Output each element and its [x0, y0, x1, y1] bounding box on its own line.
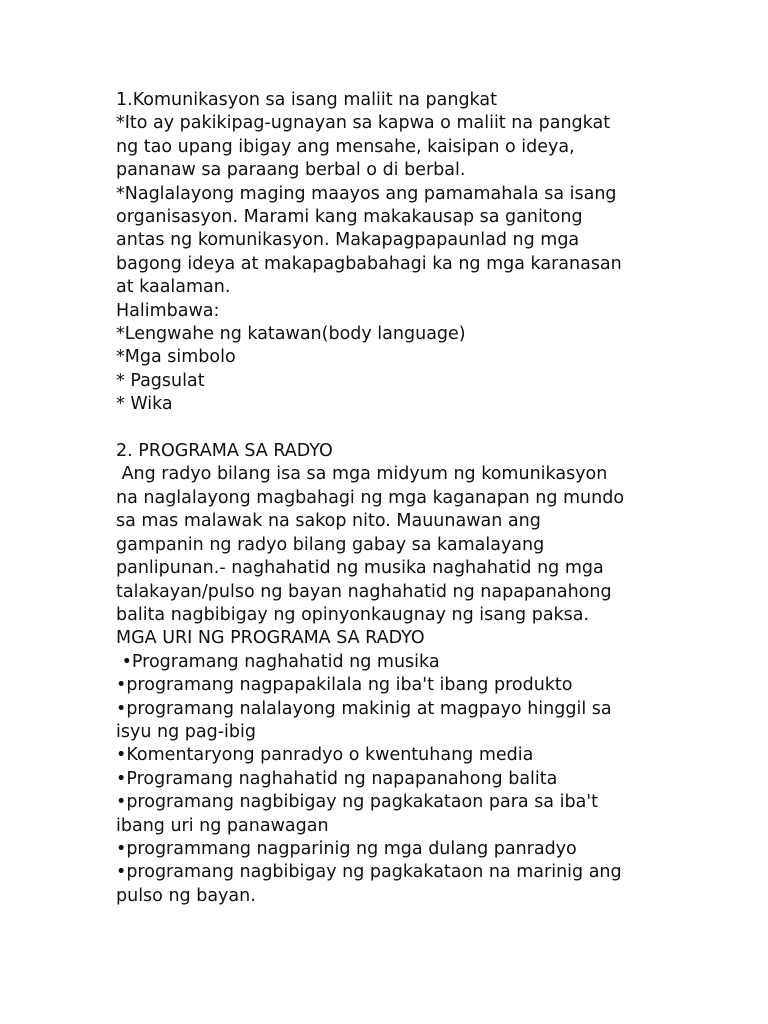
section-2-line: panlipunan.- naghahatid ng musika naghahatid ng mga [116, 558, 604, 579]
program-type-item: •programmang nagparinig ng mga dulang panradyo [116, 838, 577, 859]
example-item: * Pagsulat [116, 370, 205, 391]
section-1-line: organisasyon. Marami kang makakausap sa ganitong [116, 207, 583, 228]
section-2-line: sa mas malawak na sakop nito. Mauunawan ang [116, 511, 541, 532]
section-2-line: talakayan/pulso ng bayan naghahatid ng napapanahong [116, 581, 612, 602]
program-type-item: •programang nagpapakilala ng iba't ibang produkto [116, 675, 573, 696]
program-type-item: isyu ng pag-ibig [116, 721, 256, 742]
example-item: * Wika [116, 394, 173, 415]
section-2-line: gampanin ng radyo bilang gabay sa kamalayang [116, 534, 545, 555]
example-label: Halimbawa: [116, 300, 220, 321]
section-2-line: na naglalayong magbahagi ng mga kaganapan ng mundo [116, 487, 625, 508]
section-1-line: at kaalaman. [116, 277, 231, 298]
section-1-line: antas ng komunikasyon. Makapagpapaunlad ng mga [116, 230, 580, 251]
section-1-heading: 1.Komunikasyon sa isang maliit na pangkat [116, 90, 497, 110]
program-type-item: ibang uri ng panawagan [116, 815, 329, 836]
program-type-item: •Programang naghahatid ng musika [116, 651, 440, 672]
section-2-line: balita nagbibigay ng opinyonkaugnay ng isang paksa. [116, 604, 590, 625]
section-1-line: pananaw sa paraang berbal o di berbal. [116, 160, 466, 181]
section-2-heading: 2. PROGRAMA SA RADYO [116, 441, 333, 462]
section-1-line: ng tao upang ibigay ang mensahe, kaisipan o ideya, [116, 136, 575, 157]
program-type-item: pulso ng bayan. [116, 885, 256, 906]
example-item: *Lengwahe ng katawan(body language) [116, 324, 466, 345]
program-type-item: •Programang naghahatid ng napapanahong balita [116, 768, 558, 789]
program-type-item: •programang nalalayong makinig at magpayo hinggil sa [116, 698, 612, 719]
section-2-line: Ang radyo bilang isa sa mga midyum ng komunikasyon [116, 464, 608, 485]
blank-line [116, 417, 656, 440]
program-type-item: •programang nagbibigay ng pagkakataon na marinig ang [116, 862, 622, 883]
program-type-item: •Komentaryong panradyo o kwentuhang media [116, 745, 534, 766]
types-heading: MGA URI NG PROGRAMA SA RADYO [116, 628, 425, 649]
section-1-line: *Ito ay pakikipag-ugnayan sa kapwa o maliit na pangkat [116, 113, 611, 134]
section-1-line: bagong ideya at makapagbabahagi ka ng mga karanasan [116, 253, 622, 274]
section-1-line: *Naglalayong maging maayos ang pamamahala sa isang [116, 183, 617, 204]
program-type-item: •programang nagbibigay ng pagkakataon para sa iba't [116, 792, 598, 813]
document-body [116, 89, 656, 908]
example-item: *Mga simbolo [116, 347, 236, 368]
